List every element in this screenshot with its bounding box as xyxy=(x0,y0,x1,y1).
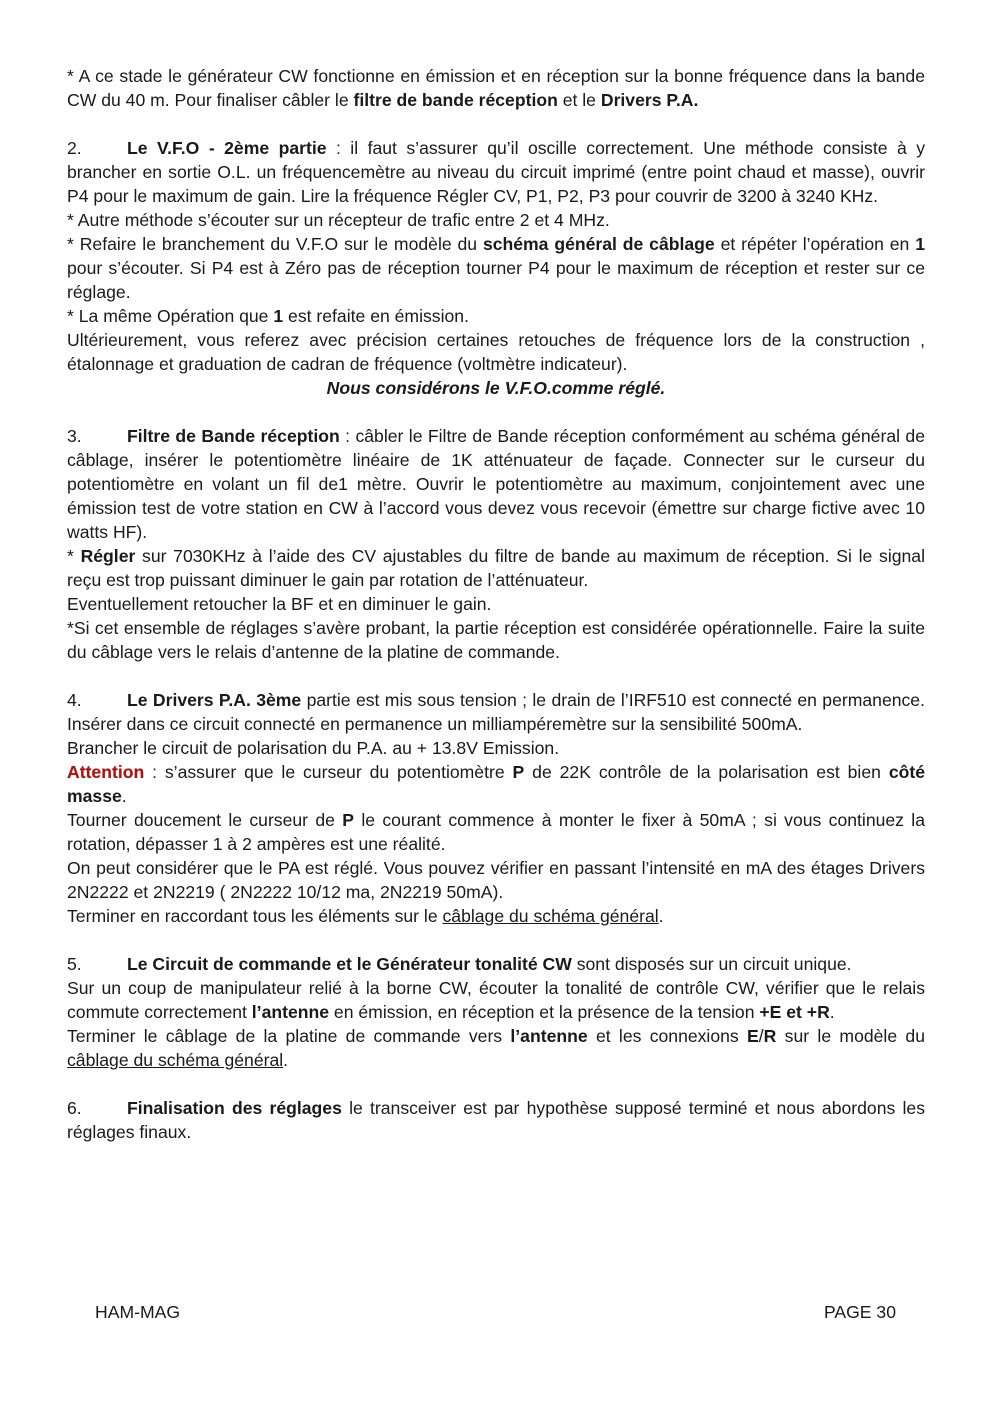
bold-r: R xyxy=(763,1026,777,1046)
section-2-same-operation xyxy=(67,304,925,328)
intro-text: * A ce stade le générateur CW fonctionne en émission et en réception sur la bonne fréquence dans la bande CW du 40 m. Pour finaliser câbler le xyxy=(67,66,925,110)
section-5-paragraph xyxy=(67,952,925,976)
bold-antenne: l’antenne xyxy=(510,1026,588,1046)
bold-cote-masse: côté masse xyxy=(67,762,926,806)
section-2-alt-method: * Autre méthode s’écouter sur un récepteur de trafic entre 2 et 4 MHz. xyxy=(67,210,610,230)
text-span: . xyxy=(121,786,127,806)
section-4-text: partie est mis sous tension ; le drain de l’IRF510 est connecté en permanence. Insérer dans ce circuit connecté en permanence un milliampéremètre sur la sensibilité 500mA. xyxy=(67,690,925,734)
section-2-later: Ultérieurement, vous referez avec précision certaines retouches de fréquence lors de la construction , étalonnage et graduation de cadran de fréquence (voltmètre indicateur). xyxy=(67,330,925,374)
section-3-paragraph xyxy=(67,424,925,544)
bold-antenne: l’antenne xyxy=(251,1002,330,1022)
text-span: * La même Opération que xyxy=(67,306,274,326)
footer-page-number: PAGE 30 xyxy=(823,1302,896,1322)
intro-bold-drivers: Drivers P.A. xyxy=(600,90,699,110)
text-span: * Refaire le branchement du V.F.O sur le modèle du xyxy=(67,234,483,254)
text-span: Terminer en raccordant tous les éléments sur le xyxy=(67,906,443,926)
section-5-manipulateur xyxy=(67,976,925,1024)
text-span: / xyxy=(758,1026,764,1046)
section-4-number: 4. xyxy=(67,690,82,710)
section-3-text: : câbler le Filtre de Bande réception conformément au schéma général de câblage, insérer le potentiomètre linéaire de 1K atténuateur de façade. Connecter sur le curseur du potentiomètre en volant un fil de1 mètre. Ouvrir le potentiomètre au maximum, conjointement avec une émission test de votre station en CW à l’accord vous devez vous recevoir (émettre sur charge fictive avec 10 watts HF). xyxy=(67,426,925,542)
intro-bold-filtre: filtre de bande réception xyxy=(353,90,558,110)
section-6-number: 6. xyxy=(67,1098,82,1118)
section-2-conclusion: Nous considérons le V.F.O.comme réglé. xyxy=(326,378,666,398)
text-span: Sur un coup de manipulateur relié à la borne CW, écouter la tonalité de contrôle CW, vérifier que le relais commute correctement xyxy=(67,978,925,1022)
text-span: pour s’écouter. Si P4 est à Zéro pas de réception tourner P4 pour le maximum de réception et rester sur ce réglage. xyxy=(67,258,925,302)
text-span: . xyxy=(658,906,664,926)
bold-1: 1 xyxy=(273,306,284,326)
intro-paragraph xyxy=(67,64,925,112)
bold-p: P xyxy=(342,810,355,830)
text-span: sur 7030KHz à l’aide des CV ajustables du filtre de bande au maximum de réception. Si le signal reçu est trop puissant diminuer le gain par rotation de l’atténuateur. xyxy=(67,546,925,590)
section-3-number: 3. xyxy=(67,426,82,446)
attention-label: Attention xyxy=(67,762,145,782)
underlined-cablage: câblage du schéma général xyxy=(67,1050,284,1070)
text-span: . xyxy=(829,1002,835,1022)
text-span: Tourner doucement le curseur de xyxy=(67,810,343,830)
bold-1: 1 xyxy=(915,234,925,254)
section-6-title: Finalisation des réglages xyxy=(127,1098,342,1118)
section-5-terminate xyxy=(67,1024,925,1072)
text-span: et les connexions xyxy=(587,1026,748,1046)
page-footer xyxy=(95,1300,896,1324)
bold-e: E xyxy=(747,1026,759,1046)
section-2-text: : il faut s’assurer qu’il oscille correctement. Une méthode consiste à y brancher en sortie O.L. un fréquencemètre au niveau du circuit imprimé (entre point chaud et masse), ouvrir P4 pour le maximum de gain. Lire la fréquence Régler CV, P1, P2, P3 pour couvrir de 3200 à 3240 KHz. xyxy=(67,138,925,206)
section-3-title: Filtre de Bande réception xyxy=(127,426,340,446)
section-5-text: sont disposés sur un circuit unique. xyxy=(571,954,852,974)
text-span: de 22K contrôle de la polarisation est bien xyxy=(524,762,889,782)
text-span: : s’assurer que le curseur du potentiomètre xyxy=(144,762,513,782)
section-4-verify: On peut considérer que le PA est réglé. Vous pouvez vérifier en passant l’intensité en mA des étages Drivers 2N2222 et 2N2219 ( 2N2222 10/12 ma, 2N2219 50mA). xyxy=(67,858,925,902)
text-span: Terminer le câblage de la platine de commande vers xyxy=(67,1026,511,1046)
section-5-title: Le Circuit de commande et le Générateur tonalité CW xyxy=(127,954,572,974)
section-6-paragraph xyxy=(67,1096,925,1144)
text-span: est refaite en émission. xyxy=(283,306,469,326)
bold-regler: Régler xyxy=(80,546,136,566)
section-2-title: Le V.F.O - 2ème partie xyxy=(127,138,327,158)
section-6-text: le transceiver est par hypothèse supposé terminé et nous abordons les réglages finaux. xyxy=(67,1098,925,1142)
text-span: le courant commence à monter le fixer à 50mA ; si vous continuez la rotation, dépasser 1 à 2 ampères est une réalité. xyxy=(67,810,925,854)
text-span: * xyxy=(67,546,81,566)
section-3-conclusion: *Si cet ensemble de réglages s’avère probant, la partie réception est considérée opérationnelle. Faire la suite du câblage vers le relais d’antenne de la platine de commande. xyxy=(67,618,925,662)
document-body xyxy=(67,64,925,1144)
footer-publication: HAM-MAG xyxy=(95,1302,181,1322)
section-4-terminate xyxy=(67,904,925,928)
section-4-paragraph xyxy=(67,688,925,736)
section-2-rebranch xyxy=(67,232,925,304)
section-3-regler xyxy=(67,544,925,592)
underlined-cablage: câblage du schéma général xyxy=(442,906,659,926)
section-4-title: Le Drivers P.A. 3ème xyxy=(127,690,302,710)
section-2-paragraph xyxy=(67,136,925,208)
bold-e-r: +E et +R xyxy=(759,1002,830,1022)
section-3-retouch: Eventuellement retoucher la BF et en diminuer le gain. xyxy=(67,594,492,614)
text-span: sur le modèle du xyxy=(776,1026,925,1046)
intro-text-2: et le xyxy=(557,90,601,110)
section-5-number: 5. xyxy=(67,954,82,974)
section-4-polarisation: Brancher le circuit de polarisation du P.A. au + 13.8V Emission. xyxy=(67,738,560,758)
text-span: . xyxy=(283,1050,289,1070)
text-span: et répéter l’opération en xyxy=(714,234,916,254)
bold-p: P xyxy=(512,762,525,782)
section-2-number: 2. xyxy=(67,138,82,158)
section-4-attention xyxy=(67,760,925,808)
bold-schema-general: schéma général de câblage xyxy=(482,234,715,254)
text-span: en émission, en réception et la présence de la tension xyxy=(329,1002,760,1022)
section-4-tourner xyxy=(67,808,925,856)
